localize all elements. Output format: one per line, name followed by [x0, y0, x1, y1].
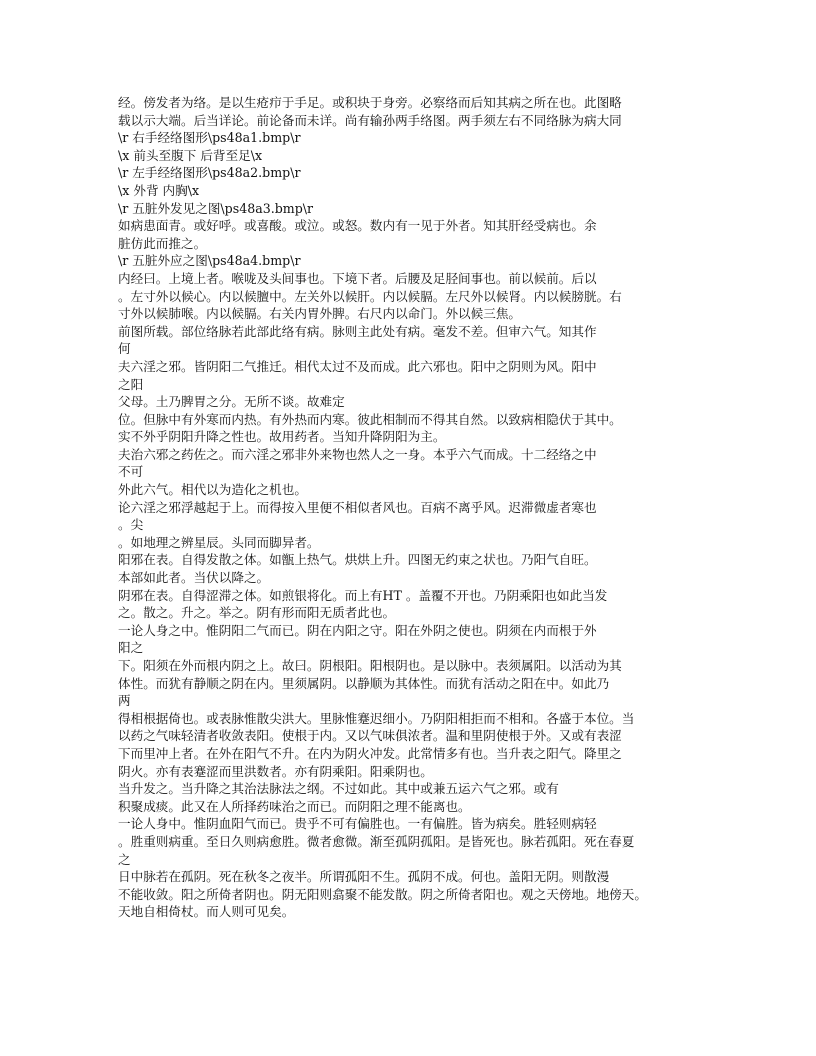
text-line: 本部如此者。当伏以降之。: [118, 570, 270, 586]
text-line: 内经曰。上境上者。喉咙及头间事也。下境下者。后腰及足胫间事也。前以候前。后以: [118, 270, 597, 286]
text-line: 。尖: [118, 517, 144, 533]
text-line: 实不外乎阴阳升降之性也。故用药者。当知升降阴阳为主。: [118, 429, 446, 445]
text-line: 不能收敛。阳之所倚者阴也。阴无阳则翕聚不能发散。阴之所倚者阳也。观之天傍地。地傍天。: [118, 886, 647, 902]
text-line: 阴火。亦有表蹇涩而里洪数者。亦有阴乘阳。阳乘阴也。: [118, 763, 433, 779]
text-line: 位。但脉中有外寒而内热。有外热而内寒。彼此相制而不得其自然。以致病相隐伏于其中。: [118, 411, 622, 427]
text-line: 脏仿此而推之。: [118, 235, 207, 251]
text-line: 下。阳须在外而根内阴之上。故曰。阴根阳。阳根阴也。是以脉中。表须属阳。以活动为其: [118, 658, 622, 673]
text-line: 。如地理之辨星辰。头同而脚异者。: [118, 534, 320, 550]
text-line: 日中脉若在孤阴。死在秋冬之夜半。所谓孤阳不生。孤阴不成。何也。盖阳无阴。则散漫: [118, 869, 610, 885]
text-line: 如病患面青。或好呼。或喜酸。或泣。或怒。数内有一见于外者。知其肝经受病也。余: [118, 218, 597, 234]
text-line: 寸外以候肺喉。内以候膈。右关内胃外脾。右尺内以命门。外以候三焦。: [118, 306, 521, 322]
text-line: 之: [118, 851, 131, 867]
text-line: 夫六淫之邪。皆阴阳二气推迁。相代太过不及而成。此六邪也。阳中之阴则为风。阳中: [118, 358, 597, 374]
text-line: 。左寸外以候心。内以候膻中。左关外以候肝。内以候膈。左尺外以候肾。内以候膀胱。右: [118, 288, 622, 304]
text-line: 前图所载。部位络脉若此部此络有病。脉则主此处有病。毫发不差。但审六气。知其作: [118, 323, 597, 339]
figure-placeholder: \r 右手经络图形\ps48a1.bmp\r: [118, 130, 301, 146]
text-line: 两: [118, 693, 131, 709]
figure-placeholder: \r 左手经络图形\ps48a2.bmp\r: [118, 165, 301, 181]
text-line: 之阳: [118, 376, 144, 392]
document-page: [118, 94, 698, 921]
figure-placeholder: \r 五脏外发见之图\ps48a3.bmp\r: [118, 200, 314, 216]
text-line: 阴邪在表。自得涩滞之体。如煎银将化。而上有HT 。盖覆不开也。乃阴乘阳也如此当发: [118, 587, 608, 603]
text-line: 得相根据倚也。或表脉惟散尖洪大。里脉惟蹇迟细小。乃阴阳相拒而不相和。各盛于本位。当: [118, 710, 635, 726]
text-line: 阳之: [118, 640, 144, 656]
text-line: 下而里冲上者。在外在阳气不升。在内为阴火冲发。此常情多有也。当升表之阳气。降里之: [118, 745, 622, 761]
text-line: 阳邪在表。自得发散之体。如甑上热气。烘烘上升。四图无约束之状也。乃阳气自旺。: [118, 552, 597, 568]
text-line: 何: [118, 341, 131, 357]
text-line: 以药之气味轻清者收敛表阳。使根于内。又以气味俱浓者。温和里阴使根于外。又或有表涩: [118, 728, 622, 744]
text-line: 一论人身中。惟阴血阳气而已。贵乎不可有偏胜也。一有偏胜。皆为病矣。胜轻则病轻: [118, 816, 597, 832]
text-line: 经。傍发者为络。是以生疮疖于手足。或积块于身旁。必察络而后知其病之所在也。此图略: [118, 95, 622, 110]
text-line: 不可: [118, 464, 144, 480]
text-line: 之。散之。升之。举之。阴有形而阳无质者此也。: [118, 605, 396, 621]
figure-caption: \x 前头至腹下 后背至足\x: [118, 147, 263, 163]
text-line: 当升发之。当升降之其治法脉法之纲。不过如此。其中或兼五运六气之邪。或有: [118, 781, 559, 797]
text-line: 积聚成痰。此又在人所择药味治之而已。而阴阳之理不能离也。: [118, 798, 471, 814]
text-line: 体性。而犹有静顺之阴在内。里须属阴。以静顺为其体性。而犹有活动之阳在中。如此乃: [118, 675, 610, 691]
text-line: 天地自相倚杖。而人则可见矣。: [118, 904, 295, 920]
figure-caption: \x 外背 内胸\x: [118, 182, 200, 198]
text-line: 夫治六邪之药佐之。而六淫之邪非外来物也然人之一身。本乎六气而成。十二经络之中: [118, 446, 597, 462]
text-line: 一论人身之中。惟阴阳二气而已。阴在内阳之守。阳在外阴之使也。阴须在内而根于外: [118, 622, 597, 638]
text-line: 父母。土乃脾胃之分。无所不谈。故难定: [118, 394, 345, 410]
text-line: 外此六气。相代以为造化之机也。: [118, 482, 307, 498]
text-line: 。胜重则病重。至日久则病愈胜。微者愈微。渐至孤阴孤阳。是皆死也。脉若孤阳。死在春夏: [118, 833, 635, 849]
figure-placeholder: \r 五脏外应之图\ps48a4.bmp\r: [118, 253, 301, 269]
text-line: 载以示大端。后当详论。前论备而未详。尚有输孙两手络图。两手须左右不同络脉为病大同: [118, 112, 622, 128]
text-line: 论六淫之邪浮越起于上。而得按入里便不相似者风也。百病不离乎风。迟滞微虚者寒也: [118, 499, 597, 515]
